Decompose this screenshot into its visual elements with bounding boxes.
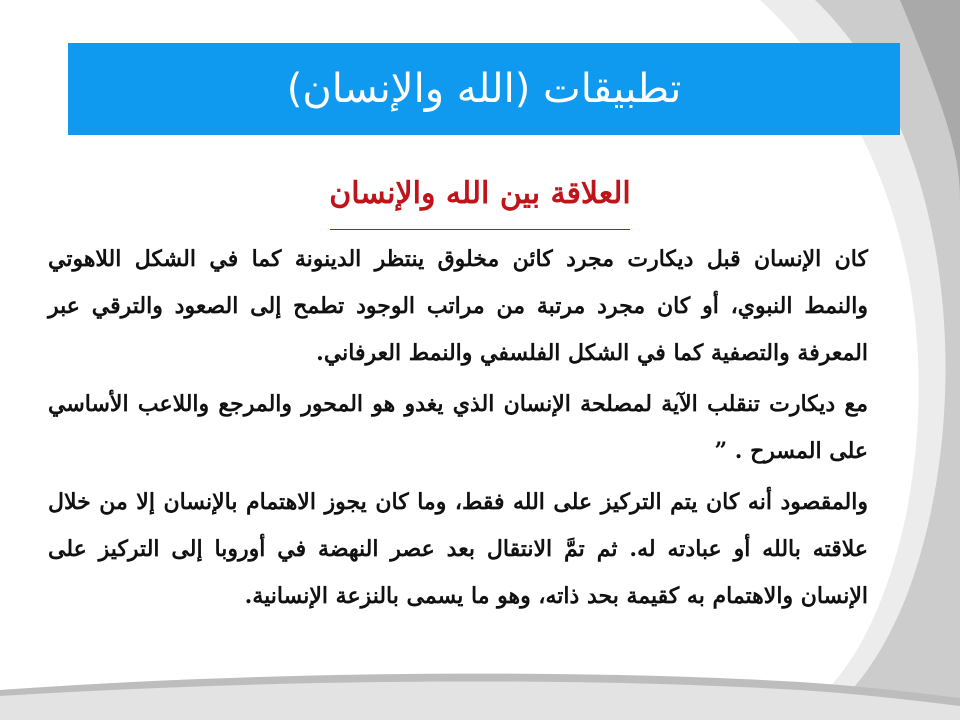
slide-title: تطبيقات (الله والإنسان) (286, 66, 682, 112)
title-banner (68, 43, 900, 135)
slide-body (48, 236, 868, 620)
paragraph-1: كان الإنسان قبل ديكارت مجرد كائن مخلوق ينتظر الدينونة كما في الشكل اللاهوتي والنمط النبوي، أو كان مجرد مرتبة من مراتب الوجود تطمح إلى الصعود والترقي عبر المعرفة والتصفية كما في الشكل الفلسفي والنمط العرفاني. (48, 246, 868, 366)
paragraph-2: مع ديكارت تنقلب الآية لمصلحة الإنسان الذي يغدو هو المحور والمرجع واللاعب الأساسي على المسرح . ” (48, 391, 868, 464)
subtitle-underline (330, 229, 630, 230)
slide-subtitle: العلاقة بين الله والإنسان (329, 176, 631, 211)
subtitle-block (300, 170, 660, 230)
paragraph-3: والمقصود أنه كان يتم التركيز على الله فقط، وما كان يجوز الاهتمام بالإنسان إلا من خلال علاقته بالله أو عبادته له. ثم تمَّ الانتقال بعد عصر النهضة في أوروبا إلى التركيز على الإنسان والاهتمام به كقيمة بحد ذاته، وهو ما يسمى بالنزعة الإنسانية. (48, 489, 868, 609)
